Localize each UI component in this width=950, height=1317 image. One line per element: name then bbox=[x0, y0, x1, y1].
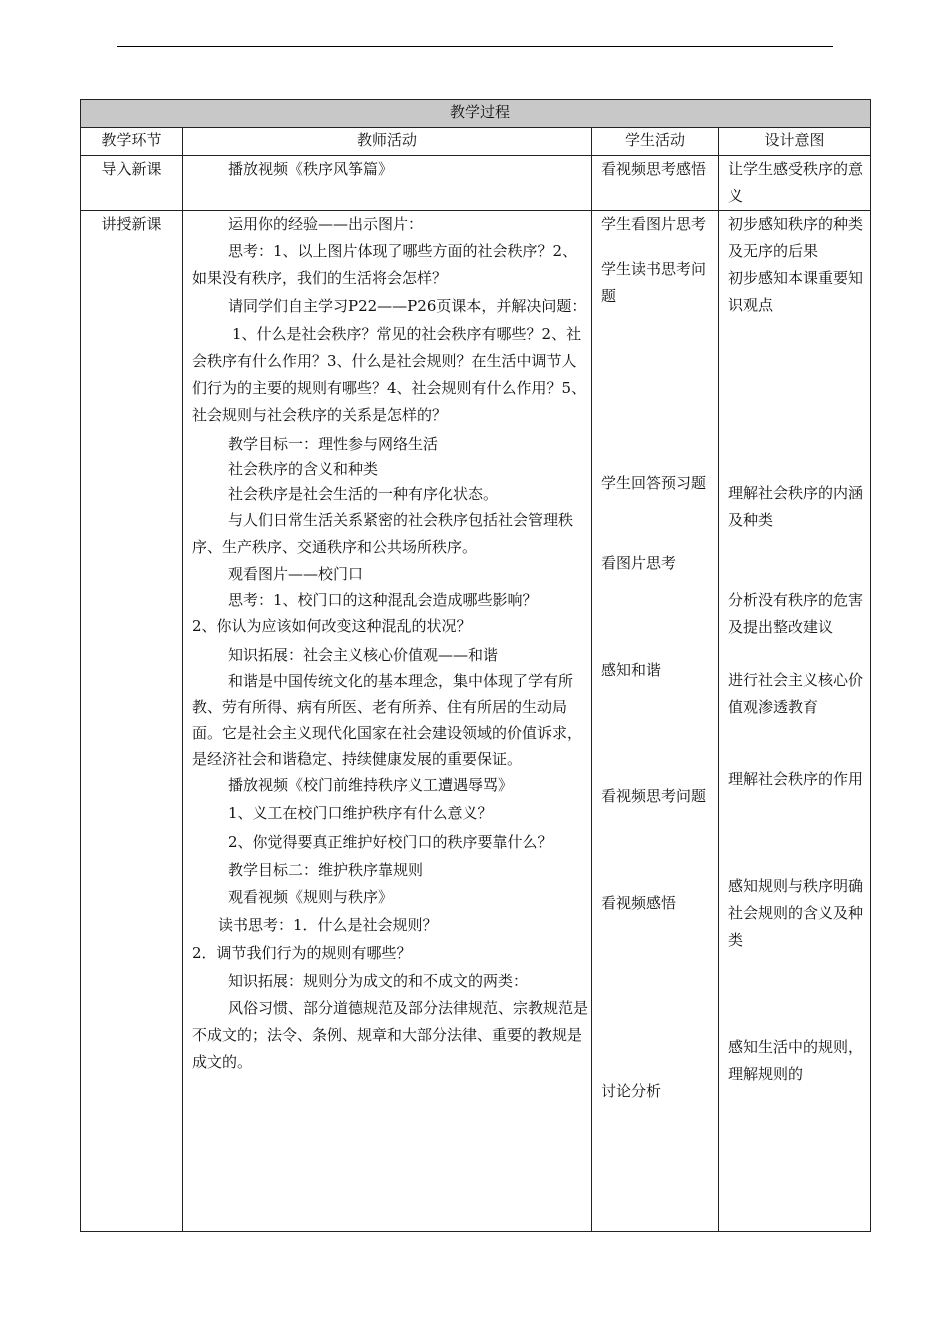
list-item: 学生读书思考问题 bbox=[601, 260, 707, 305]
list-item: 理解社会秩序的作用 bbox=[728, 770, 864, 788]
design-intent-intro: 让学生感受秩序的意义 bbox=[719, 156, 871, 211]
teacher-activity-main: 运用你的经验——出示图片： 思考：1、以上图片体现了哪些方面的社会秩序？2、如果没有秩序，我们的生活将会怎样？ 请同学们自主学习P22——P26页课本，并解决问题： 1、什么是社会秩序？常见的社会秩序有哪些？2、社会秩序有什么作用？3、什么是社会规则？在生活中调节人们行为的主要的规则有哪些？4、社会规则有什么作用？5、社会规则与社会秩序的关系是怎样的？ 教学目标一：理性参与网络生活 社会秩序的含义和种类 社会秩序是社会生活的一种有序化状态。 与人们日常生活关系紧密的社会秩序包括社会管理秩序、生产秩序、交通秩序和公共场所秩序。 观看图片——校门口 思考：1、校门口的这种混乱会造成哪些影响？ 2、你认为应该如何改变这种混乱的状况？ 知识拓展：社会主义核心价值观——和谐 和谐是中国传统文化的基本理念，集中体现了学有所教、劳有所得、病有所医、老有所养、住有所居的生动局面。它是社会主义现代化国家在社会建设领域的价值诉求，是经济社会和谐稳定、持续健康发展的重要保证。 播放视频《校门前维持秩序义工遭遇辱骂》 1、义工在校门口维护秩序有什么意义？ 2、你觉得要真正维护好校门口的秩序要靠什么？ 教学目标二：维护秩序靠规则 观看视频《规则与秩序》 读书思考：1．什么是社会规则？ 2．调节我们行为的规则有哪些？ 知识拓展：规则分为成文的和不成文的两类： 风俗习惯、部分道德规范及部分法律规范、宗教规范是不成文的；法令、条例、规章和大部分法律、重要的教规是成文的。 bbox=[183, 211, 592, 1232]
phase-intro: 导入新课 bbox=[81, 156, 183, 211]
header-phase: 教学环节 bbox=[81, 128, 183, 156]
list-item: 讨论分析 bbox=[601, 1082, 662, 1100]
list-item: 学生看图片思考 bbox=[601, 215, 707, 233]
teaching-process-table bbox=[80, 99, 871, 1232]
design-intent-main bbox=[719, 211, 871, 1232]
list-item: 理解社会秩序的内涵及种类 bbox=[728, 484, 864, 529]
list-item: 看图片思考 bbox=[601, 554, 677, 572]
list-item: 感知规则与秩序明确社会规则的含义及种类 bbox=[728, 877, 864, 949]
page-header-rule bbox=[117, 46, 833, 47]
list-item: 初步感知本课重要知识观点 bbox=[728, 269, 864, 314]
list-item: 感知和谐 bbox=[601, 661, 662, 679]
student-activity-intro: 看视频思考感悟 bbox=[592, 156, 719, 211]
list-item: 看视频感悟 bbox=[601, 894, 677, 912]
table-row bbox=[81, 156, 871, 211]
list-item: 学生回答预习题 bbox=[601, 474, 707, 492]
list-item: 初步感知秩序的种类及无序的后果 bbox=[728, 215, 864, 260]
list-item: 进行社会主义核心价值观渗透教育 bbox=[728, 671, 864, 716]
header-student-activity: 学生活动 bbox=[592, 128, 719, 156]
teacher-activity-intro: 播放视频《秩序风筝篇》 bbox=[183, 156, 592, 211]
list-item: 看视频思考问题 bbox=[601, 787, 707, 805]
student-activity-main bbox=[592, 211, 719, 1232]
list-item: 分析没有秩序的危害及提出整改建议 bbox=[728, 591, 864, 636]
header-teacher-activity: 教师活动 bbox=[183, 128, 592, 156]
table-band-title: 教学过程 bbox=[81, 100, 871, 128]
table-row bbox=[81, 211, 871, 1232]
list-item: 感知生活中的规则，理解规则的 bbox=[728, 1038, 864, 1083]
header-design-intent: 设计意图 bbox=[719, 128, 871, 156]
phase-main: 讲授新课 bbox=[81, 211, 183, 1232]
